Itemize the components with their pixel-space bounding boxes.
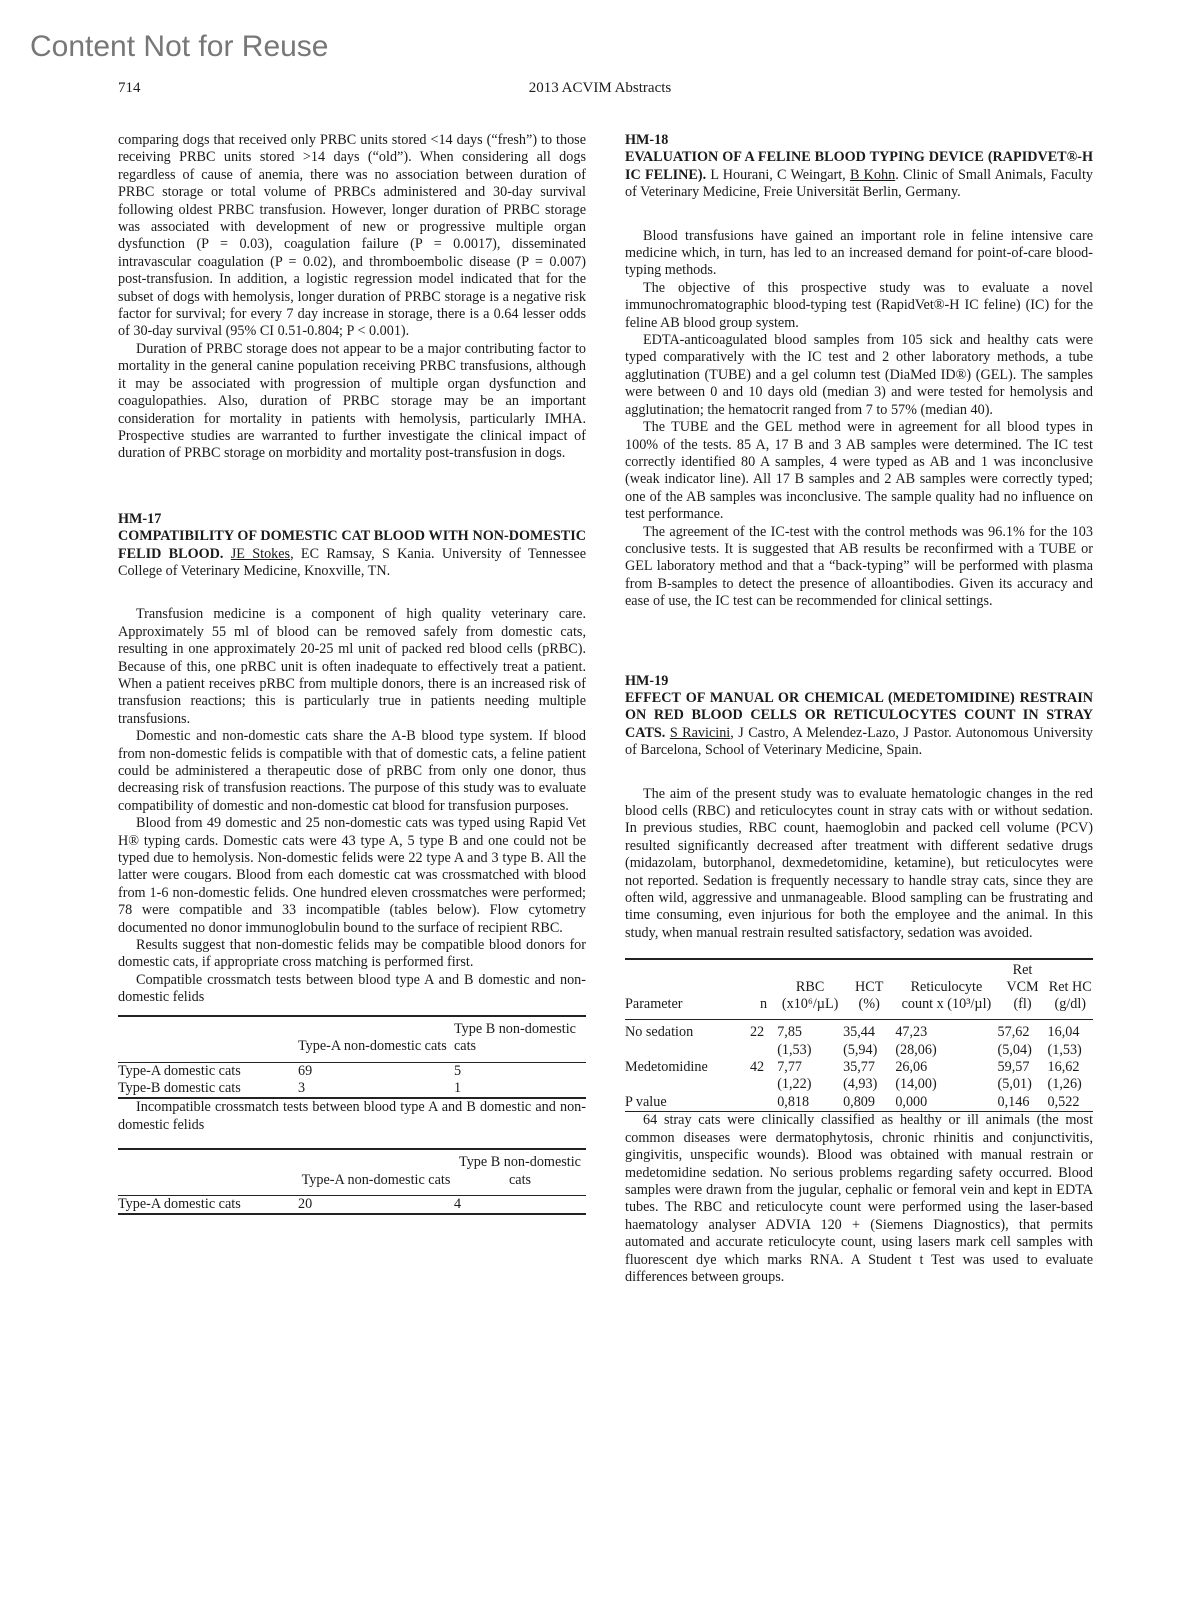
- cell: 0,000: [895, 1094, 997, 1112]
- left-paragraph-1: comparing dogs that received only PRBC units stored <14 days (“fresh”) to those receiving PRBC units stored >14 days (“old”). When considering all dogs regardless of cause of anemia, there was no association between duration of PRBC storage or total volume of PRBCs administered and 30-day survival following oldest PRBC transfusion. However, longer duration of PRBC storage was associated with development of new or progressive multiple organ dysfunction (P = 0.03), coagulation failure (P = 0.0017), disseminated intravascular coagulation (P = 0.02), and thromboembolic disease (P = 0.007) post-transfusion. In addition, a logistic regression model indicated that for the subset of dogs with hemolysis, longer duration of PRBC storage is a negative risk factor for survival; for every 7 day increase in storage, there is a 0.64 lesser odds of 30-day survival (95% CI 0.51-0.804; P < 0.001).: [118, 132, 586, 340]
- body-paragraph: Blood from 49 domestic and 25 non-domestic cats was typed using Rapid Vet H® typing cards. Domestic cats were 43 type A, 5 type B and one could not be typed due to hemolysis. Non-domestic felids were 22 type A and 3 type B. All the latter were cougars. Blood from each domestic cat was crossmatched with blood from 1-6 non-domestic felids. One hundred eleven crossmatches were performed; 78 were compatible and 33 incompatible (tables below). Flow cytometry documented no donor immunoglobulin bound to the surface of recipient RBC.: [118, 815, 586, 936]
- cell: 1: [454, 1079, 462, 1096]
- body-paragraph: Blood transfusions have gained an important role in feline intensive care medicine which, in turn, has led to an increased demand for point-of-care blood-typing methods.: [625, 227, 1093, 279]
- table-caption: Incompatible crossmatch tests between blood type A and B domestic and non-domestic felids: [118, 1099, 586, 1133]
- body-paragraph: Domestic and non-domestic cats share the A-B blood type system. If blood from non-domestic felids is compatible with that of domestic cats, a feline patient could be administered a therapeutic dose of pRBC from only one donor, thus decreasing risk of transfusion reactions. The purpose of this study was to evaluate compatibility of domestic and non-domestic cat blood for transfusion purposes.: [118, 728, 586, 814]
- cell: 0,809: [843, 1094, 895, 1112]
- cell: (1,53): [1047, 1041, 1082, 1058]
- table-row: [625, 1076, 1093, 1093]
- author-list: , EC Ramsay, S Kania. University of Tennessee College of Veterinary Medicine, Knoxville, TN.: [118, 545, 587, 579]
- cell: [750, 1094, 777, 1112]
- body-paragraph: The objective of this prospective study was to evaluate a novel immunochromatographic blood-typing test (RapidVet®-H IC feline) (IC) for the feline AB blood group system.: [625, 279, 1093, 331]
- abstract-heading: [118, 528, 586, 580]
- abstract-hm17: [118, 511, 586, 1216]
- cell: 7,85: [777, 1024, 803, 1041]
- table-row: [625, 1042, 1093, 1059]
- column-header: Ret VCM (fl): [998, 959, 1048, 1020]
- cell: (5,01): [997, 1076, 1032, 1093]
- cell: 47,23: [895, 1024, 928, 1041]
- abstract-hm18: [625, 132, 1093, 611]
- cell: 57,62: [997, 1024, 1030, 1041]
- row-label: Type-B domestic cats: [118, 1079, 241, 1096]
- cell: 22: [749, 1024, 765, 1041]
- table-row: [118, 1080, 586, 1098]
- cell: 4: [454, 1195, 462, 1212]
- row-label: [625, 1076, 750, 1093]
- row-label: [625, 1042, 750, 1059]
- cell: 35,44: [843, 1024, 875, 1041]
- presenting-author: S Ravicini: [669, 724, 731, 741]
- cell: 26,06: [895, 1059, 928, 1076]
- cell: 3: [298, 1079, 306, 1096]
- cell: (4,93): [843, 1076, 878, 1093]
- row-label: No sedation: [625, 1024, 694, 1041]
- cell: [750, 1042, 777, 1059]
- table-row: [118, 1062, 586, 1080]
- left-paragraph-2: Duration of PRBC storage does not appear to be a major contributing factor to mortality in the general canine population receiving PRBC transfusions, although it may be associated with progression of multiple organ dysfunction and coagulopathies. Also, duration of PRBC storage may be an important consideration for mortality in patients with hemolysis, particularly IMHA. Prospective studies are warranted to further investigate the clinical impact of duration of PRBC storage on morbidity and mortality post-transfusion in dogs.: [118, 340, 586, 462]
- incompatible-crossmatch-table: [118, 1148, 586, 1215]
- column-header: n: [750, 959, 777, 1020]
- column-header: HCT (%): [843, 959, 895, 1020]
- column-header: Parameter: [625, 959, 750, 1020]
- abstract-hm19: [625, 673, 1093, 1287]
- abstract-title: COMPATIBILITY OF DOMESTIC CAT BLOOD WITH NON-DOMESTIC FELID BLOOD.: [118, 528, 586, 562]
- row-label: Medetomidine: [625, 1059, 708, 1076]
- journal-title: 2013 ACVIM Abstracts: [528, 80, 672, 96]
- cell: 59,57: [997, 1059, 1030, 1076]
- abstract-id: HM-18: [625, 132, 669, 148]
- abstract-heading: [625, 149, 1093, 201]
- abstract-id: HM-17: [118, 510, 162, 527]
- table-caption: Compatible crossmatch tests between blood type A and B domestic and non-domestic felids: [118, 971, 586, 1006]
- cell: 7,77: [777, 1059, 803, 1076]
- column-header: Type-A non-domestic cats: [298, 1149, 454, 1195]
- body-paragraph: EDTA-anticoagulated blood samples from 105 sick and healthy cats were typed comparatively with the IC test and 2 other laboratory methods, a tube agglutination (TUBE) and a gel column test (DiaMed ID®) (GEL). The samples were between 0 and 10 days old (median 3) and were tested for hemolysis and agglutination; the hematocrit ranged from 7 to 57% (median 40).: [625, 332, 1093, 418]
- cell: 16,62: [1047, 1059, 1080, 1076]
- column-header: Ret HC (g/dl): [1048, 959, 1094, 1020]
- cell: 5: [454, 1062, 462, 1079]
- presenting-author: JE Stokes: [230, 545, 291, 562]
- table-row: [118, 1195, 586, 1214]
- affiliation: . Clinic of Small Animals, Faculty of Veterinary Medicine, Freie Universität Berlin, Germany.: [625, 166, 1093, 201]
- abstract-title: EFFECT OF MANUAL OR CHEMICAL (MEDETOMIDINE) RESTRAIN ON RED BLOOD CELLS OR RETICULOCYTES COUNT IN STRAY CATS.: [625, 689, 1093, 741]
- body-paragraph: Results suggest that non-domestic felids may be compatible blood donors for domestic cats, if appropriate cross matching is performed first.: [118, 937, 586, 971]
- cell: (28,06): [895, 1041, 937, 1058]
- author-list: , J Castro, A Melendez-Lazo, J Pastor. Autonomous University of Barcelona, School of Veterinary Medicine, Spain.: [625, 724, 1093, 759]
- cell: (1,53): [777, 1041, 812, 1058]
- cell: 0,522: [1048, 1094, 1094, 1112]
- compatible-crossmatch-table: [118, 1015, 586, 1100]
- body-paragraph: The aim of the present study was to evaluate hematologic changes in the red blood cells (RBC) and reticulocytes count in stray cats with or without sedation. In previous studies, RBC count, haemoglobin and packed cell volume (PCV) resulted significantly decreased after treatment with different sedative drugs (midazolam, butorphanol, dexmedetomidine, ketamine), but reticulocytes were not reported. Sedation is frequently necessary to handle stray cats, since they are often wild, aggressive and unmanageable. Blood sampling can be frustrating and time consuming, even injurious for both the employee and the animal. In this study, when manual restrain resulted satisfactory, sedation was avoided.: [625, 785, 1093, 941]
- abstract-id: HM-19: [625, 672, 669, 689]
- cell: (5,04): [997, 1041, 1032, 1058]
- author-list: L Hourani, C Weingart,: [706, 166, 850, 183]
- right-column: [625, 132, 1093, 1286]
- table-row: [625, 1059, 1093, 1076]
- body-paragraph: Transfusion medicine is a component of high quality veterinary care. Approximately 55 ml of blood can be removed safely from domestic cats, resulting in one approximately 20-25 ml unit of packed red blood cells (pRBC). Because of this, one pRBC unit is often inadequate to effectively treat a patient. When a patient receives pRBC from multiple donors, there is an increased risk of transfusion reactions; this is particularly true in patients needing multiple transfusions.: [118, 606, 586, 727]
- cell: (14,00): [895, 1076, 937, 1093]
- presenting-author: B Kohn: [849, 166, 896, 183]
- body-paragraph: The agreement of the IC-test with the control methods was 96.1% for the 103 conclusive tests. It is suggested that AB results be reconfirmed with a TUBE or GEL laboratory method and that a “back-typing” will be performed with plasma from B-samples to detect the presence of alloantibodies. Given its accuracy and ease of use, the IC test can be recommended for clinical settings.: [625, 523, 1093, 610]
- page-number: 714: [118, 80, 141, 96]
- row-label: P value: [625, 1094, 750, 1112]
- cell: (5,94): [843, 1041, 878, 1058]
- left-column: [118, 132, 586, 1215]
- watermark: Content Not for Reuse: [30, 30, 329, 63]
- column-header: Type B non-domestic cats: [454, 1149, 586, 1195]
- column-header: Type-A non-domestic cats: [298, 1016, 454, 1062]
- cell: 0,146: [998, 1094, 1048, 1112]
- column-header: Type B non-domestic cats: [454, 1016, 586, 1062]
- cell: [750, 1076, 777, 1093]
- hematology-table: [625, 958, 1093, 1112]
- abstract-heading: [625, 690, 1093, 760]
- cell: 69: [298, 1062, 313, 1079]
- row-label: Type-A domestic cats: [118, 1195, 241, 1212]
- column-header: RBC (x10⁶/µL): [777, 959, 843, 1020]
- cell: (1,22): [777, 1076, 812, 1093]
- body-paragraph: 64 stray cats were clinically classified as healthy or ill animals (the most common diseases were dermatophytosis, chronic rhinitis and conjunctivitis, gingivitis, unspecific wounds). Blood was obtained with manual restrain or medetomidine sedation. No serious problems regarding safety occurred. Blood samples were drawn from the jugular, cephalic or femoral vein and kept in EDTA tubes. The RBC and reticulocyte count were performed using the laser-based haematology analyser ADVIA 120 + (Siemens Diagnostics), that permits automated and accurate reticulocyte count, using lasers mark cell samples with fluorescent dye which marks RNA. A Student t Test was used to evaluate differences between groups.: [625, 1112, 1093, 1285]
- cell: 16,04: [1047, 1024, 1080, 1041]
- cell: (1,26): [1047, 1076, 1082, 1093]
- row-label: Type-A domestic cats: [118, 1062, 241, 1079]
- table-row: [625, 1094, 1093, 1112]
- abstract-title: EVALUATION OF A FELINE BLOOD TYPING DEVICE (RAPIDVET®-H IC FELINE).: [625, 149, 1093, 183]
- column-header: Reticulocyte count x (10³/µl): [895, 959, 997, 1020]
- cell: 0,818: [777, 1094, 843, 1112]
- body-paragraph: The TUBE and the GEL method were in agreement for all blood types in 100% of the tests. 85 A, 17 B and 3 AB samples were determined. The IC test correctly identified 80 A samples, 4 were typed as AB and 1 was inconclusive (weak indicator line). All 17 B samples and 2 AB samples were correctly typed; one of the AB samples was inconclusive. The sample quality had no influence on test performance.: [625, 419, 1093, 523]
- cell: 20: [298, 1195, 313, 1212]
- cell: 42: [749, 1059, 765, 1076]
- table-row: [625, 1020, 1093, 1042]
- cell: 35,77: [843, 1059, 875, 1076]
